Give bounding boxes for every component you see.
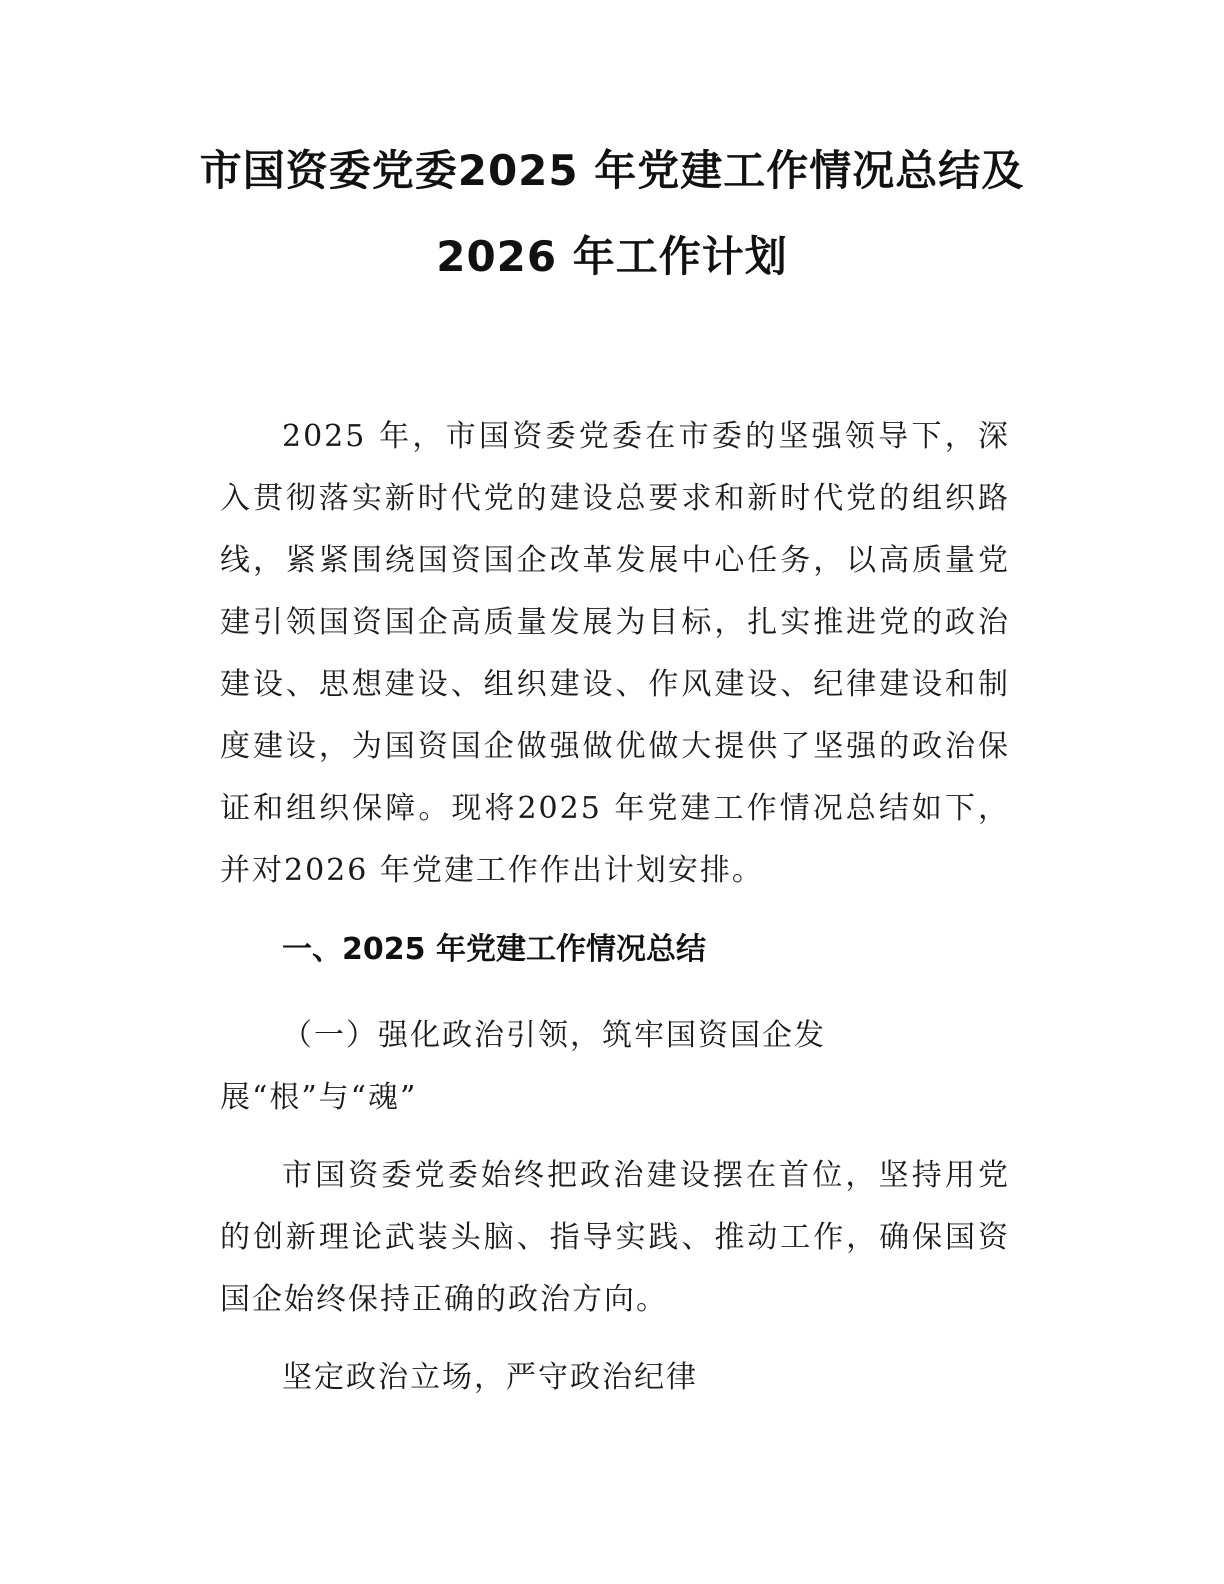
subsection-heading-1: （一）强化政治引领，筑牢国资国企发展“根”与“魂” xyxy=(220,1018,826,1115)
section-heading-1: 一、2025 年党建工作情况总结 xyxy=(282,932,706,967)
document-title-line-1: 市国资委党委2025 年党建工作情况总结及 xyxy=(199,146,1025,195)
point-heading-1: 坚定政治立场，严守政治纪律 xyxy=(282,1360,698,1395)
subsection-paragraph-1: 市国资委党委始终把政治建设摆在首位，坚持用党的创新理论武装头脑、指导实践、推动工作，确保国资国企始终保持正确的政治方向。 xyxy=(220,1158,1010,1317)
document-title-line-2: 2026 年工作计划 xyxy=(436,232,788,281)
intro-paragraph: 2025 年，市国资委党委在市委的坚强领导下，深入贯彻落实新时代党的建设总要求和新时代党的组织路线，紧紧围绕国资国企改革发展中心任务，以高质量党建引领国资国企高质量发展为目标，扎实推进党的政治建设、思想建设、组织建设、作风建设、纪律建设和制度建设，为国资国企做强做优做大提供了坚强的政治保证和组织保障。现将2025 年党建工作情况总结如下，并对2026 年党建工作作出计划安排。 xyxy=(220,419,1010,888)
